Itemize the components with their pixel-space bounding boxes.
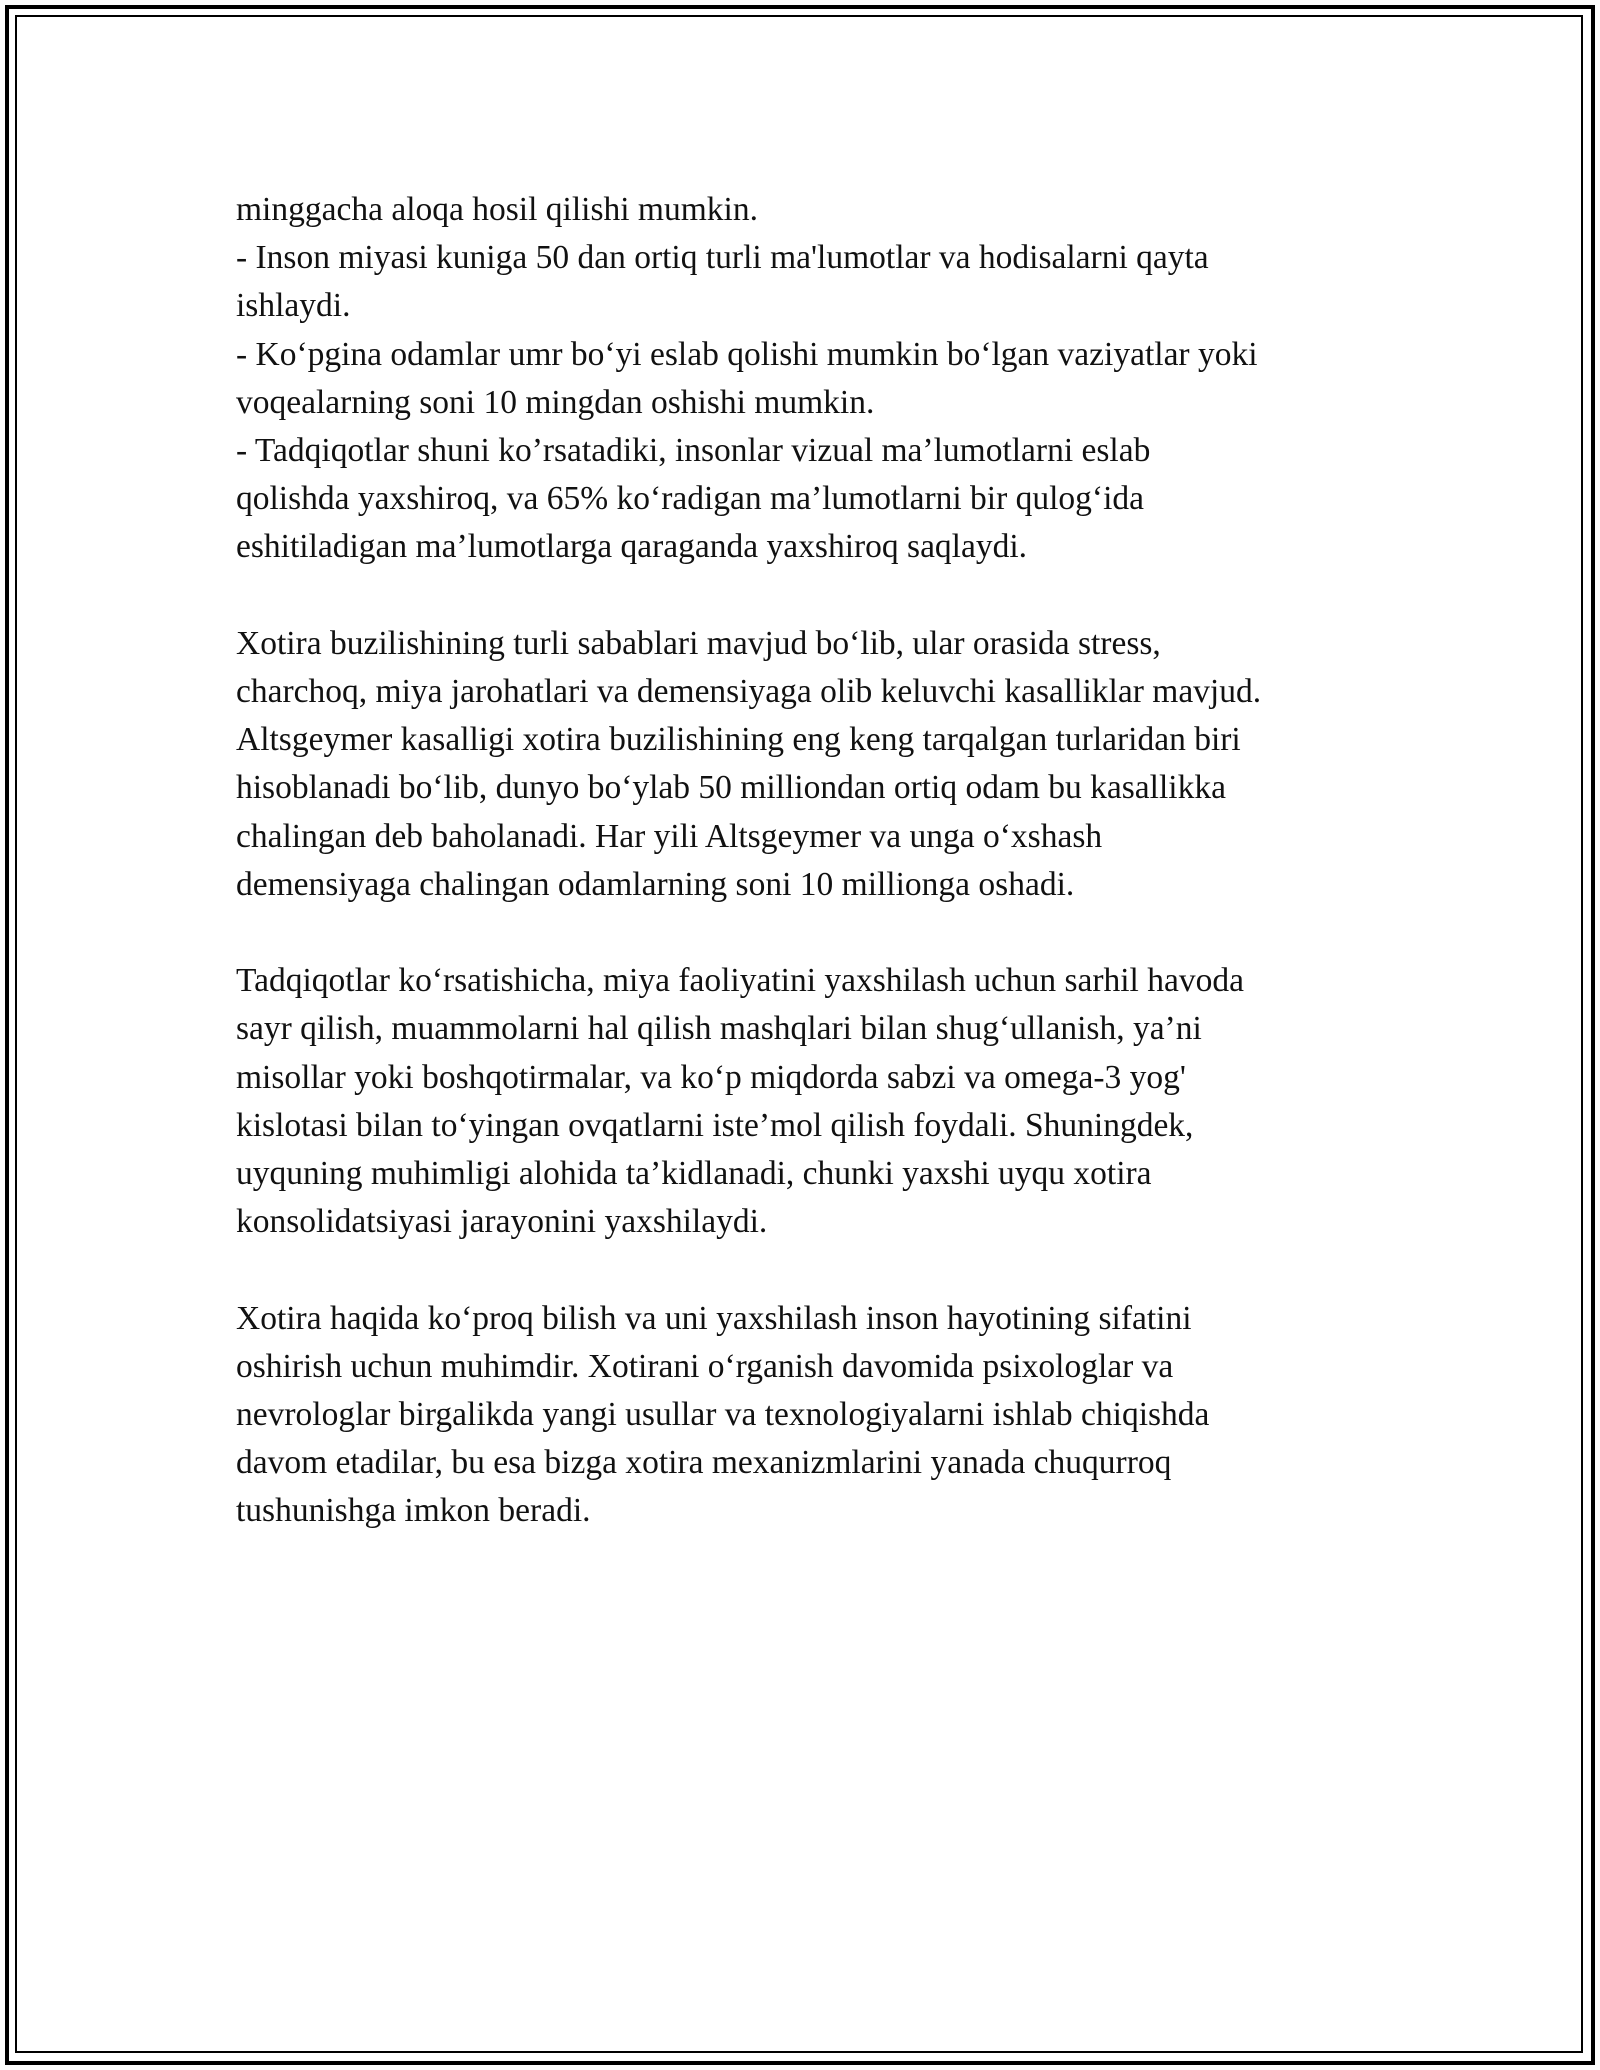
text-line: nevrologlar birgalikda yangi usullar va texnologiyalarni ishlab chiqishda: [236, 1396, 1210, 1434]
text-line: tushunishga imkon beradi.: [236, 1492, 591, 1530]
paragraph-memory-disorders: [236, 620, 1386, 909]
text-line: kislotasi bilan toʻyingan ovqatlarni iste’mol qilish foydali. Shuningdek,: [236, 1106, 1194, 1144]
text-line: misollar yoki boshqotirmalar, va koʻp miqdorda sabzi va omega-3 yog': [236, 1058, 1186, 1096]
paragraph-memory-facts: [236, 186, 1386, 572]
text-line: eshitiladigan ma’lumotlarga qaraganda yaxshiroq saqlaydi.: [236, 528, 1028, 566]
text-line: uyquning muhimligi alohida ta’kidlanadi, chunki yaxshi uyqu xotira: [236, 1155, 1152, 1193]
text-line: Tadqiqotlar koʻrsatishicha, miya faoliyatini yaxshilash uchun sarhil havoda: [236, 962, 1244, 1000]
text-line: demensiyaga chalingan odamlarning soni 10 millionga oshadi.: [236, 865, 1075, 903]
paragraph-conclusion: [236, 1295, 1386, 1536]
text-line: charchoq, miya jarohatlari va demensiyaga olib keluvchi kasalliklar mavjud.: [236, 673, 1262, 711]
text-line: oshirish uchun muhimdir. Xotirani oʻrganish davomida psixologlar va: [236, 1347, 1174, 1385]
text-line: qolishda yaxshiroq, va 65% koʻradigan ma’lumotlarni bir qulogʻida: [236, 480, 1145, 518]
text-line: Xotira buzilishining turli sabablari mavjud boʻlib, ular orasida stress,: [236, 624, 1161, 662]
text-line: sayr qilish, muammolarni hal qilish mashqlari bilan shugʻullanish, ya’ni: [236, 1010, 1202, 1048]
text-line: - Koʻpgina odamlar umr boʻyi eslab qolishi mumkin boʻlgan vaziyatlar yoki: [236, 335, 1258, 373]
document-body: [236, 186, 1386, 1536]
text-line: konsolidatsiyasi jarayonini yaxshilaydi.: [236, 1203, 768, 1241]
text-line: Xotira haqida koʻproq bilish va uni yaxshilash inson hayotining sifatini: [236, 1299, 1192, 1337]
text-line: davom etadilar, bu esa bizga xotira mexanizmlarini yanada chuqurroq: [236, 1444, 1172, 1482]
text-line: hisoblanadi boʻlib, dunyo boʻylab 50 milliondan ortiq odam bu kasallikka: [236, 769, 1226, 807]
text-line: Altsgeymer kasalligi xotira buzilishining eng keng tarqalgan turlaridan biri: [236, 721, 1241, 759]
text-line: chalingan deb baholanadi. Har yili Altsgeymer va unga oʻxshash: [236, 817, 1103, 855]
text-line: voqealarning soni 10 mingdan oshishi mumkin.: [236, 383, 875, 421]
text-line: - Inson miyasi kuniga 50 dan ortiq turli ma'lumotlar va hodisalarni qayta: [236, 239, 1209, 277]
paragraph-brain-health: [236, 957, 1386, 1246]
text-line: - Tadqiqotlar shuni ko’rsatadiki, insonlar vizual ma’lumotlarni eslab: [236, 432, 1151, 470]
text-line: minggacha aloqa hosil qilishi mumkin.: [236, 191, 758, 228]
text-line: ishlaydi.: [236, 287, 351, 325]
